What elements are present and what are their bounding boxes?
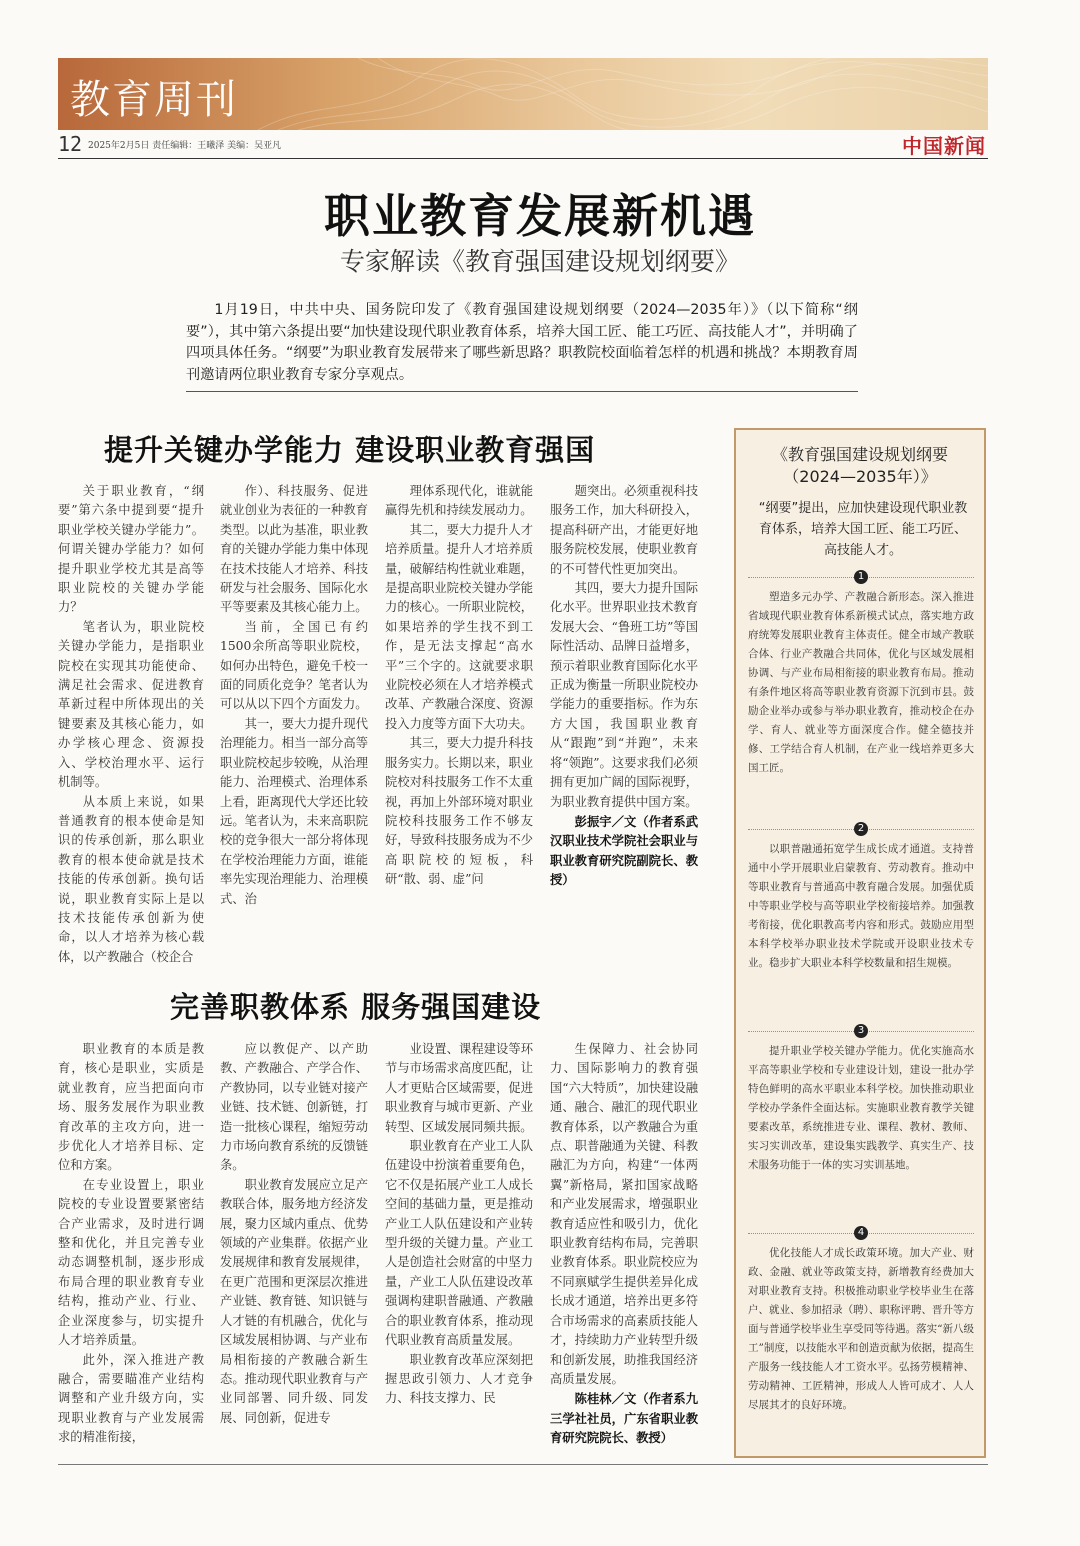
article1-column-3 <box>385 482 533 952</box>
item-number-badge: 1 <box>854 570 868 584</box>
sidebar-lead: “纲要”提出，应加快建设现代职业教育体系，培养大国工匠、能工巧匠、高技能人才。 <box>758 501 968 558</box>
sidebar-item <box>748 822 974 973</box>
paragraph: 职业教育在产业工人队伍建设中扮演着重要角色，它不仅是拓展产业工人成长空间的基础力量，更是推动产业工人队伍建设和产业转型升级的关键力量。产业工人是创造社会财富的中坚力量，产业工人队伍建设改革强调构建职普融通、产教融合的职业教育体系，推动现代职业教育高质量发展。 <box>385 1139 533 1348</box>
paragraph: 其四，要大力提升国际化水平。世界职业技术教育发展大会、“鲁班工坊”等国际性活动、品牌日益增多，预示着职业教育国际化水平正成为衡量一所职业院校办学能力的重要指标。作为东方大国，我国职业教育从“跟跑”到“并跑”，未来将“领跑”。这要求我们必须拥有更加广阔的国际视野，为职业教育提供中国方案。 <box>550 581 698 809</box>
paragraph: 笔者认为，职业院校关键办学能力，是指职业院校在实现其功能使命、满足社会需求、促进教育革新过程中所体现出的关键要素及其核心能力，如办学核心理念、资源投入、学校治理水平、运行机制等。 <box>58 619 204 790</box>
section-banner <box>58 58 988 130</box>
article2-column-3 <box>385 1040 533 1450</box>
intro-paragraph: 1月19日，中共中央、国务院印发了《教育强国建设规划纲要（2024—2035年）》（以下简称“纲要”），其中第六条提出要“加快建设现代职业教育体系，培养大国工匠、能工巧匠、高技能人才”，并明确了四项具体任务。“纲要”为职业教育发展带来了哪些新思路？职教院校面临着怎样的机遇和挑战？本期教育周刊邀请两位职业教育专家分享观点。 <box>186 302 858 383</box>
sidebar-item-text: 塑造多元办学、产教融合新形态。深入推进省域现代职业教育体系新模式试点，落实地方政府统筹发展职业教育主体责任。健全市域产教联合体、行业产教融合共同体，优化与区域发展相协调、与产业布局相衔接的职业教育布局。推动有条件地区将高等职业教育资源下沉到市县。鼓励企业举办或参与举办职业教育，推动校企在办学、育人、就业等方面深度合作。健全德技并修、工学结合育人机制，在产业一线培养更多大国工匠。 <box>748 591 974 774</box>
paragraph: 职业教育改革应深刻把握思政引领力、人才竞争力、科技支撑力、民 <box>385 1352 533 1406</box>
bottom-divider <box>58 1464 988 1465</box>
paragraph: 业设置、课程建设等环节与市场需求高度匹配，让人才更贴合区域需要，促进职业教育与城市更新、产业转型、区域发展同频共振。 <box>385 1042 533 1134</box>
sidebar-item-text: 以职普融通拓宽学生成长成才通道。支持普通中小学开展职业启蒙教育、劳动教育。推动中等职业教育与普通高中教育融合发展。加强优质中等职业学校与高等职业学校衔接培养。加强教考衔接，优化职教高考内容和形式。鼓励应用型本科学校举办职业技术学院或开设职业技术专业。稳步扩大职业本科学校数量和招生规模。 <box>748 843 974 969</box>
paragraph: 职业教育发展应立足产教联合体，服务地方经济发展，聚力区域内重点、优势领域的产业集群。依据产业发展规律和教育发展规律，在更广范围和更深层次推进产业链、教育链、知识链与人才链的有机融合，优化与区域发展相协调、与产业布局相衔接的产教融合新生态。推动现代职业教育与产业同部署、同升级、同发展、同创新，促进专 <box>220 1177 368 1425</box>
paragraph: 生保障力、社会协同力、国际影响力的教育强国“六大特质”，加快建设融通、融合、融汇的现代职业教育体系，以产教融合为重点、职普融通为关键、科教融汇为方向，构建“一体两翼”新格局，紧扣国家战略和产业发展需求，增强职业教育适应性和吸引力，优化职业教育结构布局，完善职业教育体系。职业院校应为不同禀赋学生提供差异化成长成才通道，培养出更多符合市场需求的高素质技能人才，持续助力产业转型升级和创新发展，助推我国经济高质量发展。 <box>550 1042 698 1386</box>
newspaper-brand: 中国新闻 <box>902 134 986 158</box>
article1-title: 提升关键办学能力 建设职业教育强国 <box>104 433 596 467</box>
paragraph: 从本质上来说，如果普通教育的根本使命是知识的传承创新，那么职业教育的根本使命就是技术技能的传承创新。换句话说，职业教育实际上是以技术技能传承创新为使命，以人才培养为核心载体，以产教融合（校企合 <box>58 794 204 964</box>
sub-headline: 专家解读《教育强国建设规划纲要》 <box>339 247 740 276</box>
article2-column-4 <box>550 1040 698 1450</box>
article2-column-2 <box>220 1040 368 1450</box>
divider <box>186 391 858 392</box>
sidebar-title-line: （2024—2035年）》 <box>783 467 937 486</box>
article2-title: 完善职教体系 服务强国建设 <box>170 990 542 1024</box>
paragraph: 其二，要大力提升人才培养质量。提升人才培养质量，破解结构性就业难题，是提高职业院校关键办学能力的核心。一所职业院校，如果培养的学生找不到工作，是无法支撑起“高水平”三个字的。这就要求职业院校必须在人才培养模式改革、产教融合深度、资源投入力度等方面下大功夫。 <box>385 522 533 731</box>
article2-column-1 <box>58 1040 204 1450</box>
page-number: 12 <box>58 132 83 156</box>
sidebar-item-text: 提升职业学校关键办学能力。优化实施高水平高等职业学校和专业建设计划，建设一批办学特色鲜明的高水平职业本科学校。加快推动职业学校办学条件全面达标。实施职业教育教学关键要素改革，系统推进专业、课程、教材、教师、实习实训改革，建设集实践教学、真实生产、技术服务功能于一体的实习实训基地。 <box>748 1045 974 1171</box>
article1-column-1 <box>58 482 204 964</box>
paragraph: 在专业设置上，职业院校的专业设置要紧密结合产业需求，及时进行调整和优化，并且完善专业动态调整机制，逐步形成布局合理的职业教育专业结构，推动产业、行业、企业深度参与，切实提升人才培养质量。 <box>58 1177 204 1348</box>
paragraph: 其三，要大力提升科技服务实力。长期以来，职业院校对科技服务工作不太重视，再加上外部环境对职业院校科技服务工作不够友好，导致科技服务成为不少高职院校的短板，科研“散、弱、虚”问 <box>385 736 533 887</box>
edition-meta: 2025年2月5日 责任编辑：王曦泽 美编：吴亚凡 <box>88 141 282 151</box>
paragraph: 其一，要大力提升现代治理能力。相当一部分高等职业院校起步较晚，从治理能力、治理模式、治理体系上看，距离现代大学还比较远。笔者认为，未来高职院校的竞争很大一部分将体现在学校治理能力方面，谁能率先实现治理能力、治理模式、治 <box>220 716 368 906</box>
sidebar-item <box>748 1024 974 1175</box>
paragraph: 此外，深入推进产教融合，需要瞄准产业结构调整和产业升级方向，实现职业教育与产业发展需求的精准衔接， <box>58 1352 204 1445</box>
paragraph: 题突出。必须重视科技服务工作，加大科研投入，提高科研产出，才能更好地服务院校发展，使职业教育的不可替代性更加突出。 <box>550 484 698 576</box>
main-headline: 职业教育发展新机遇 <box>324 189 756 243</box>
sidebar-item <box>748 570 974 778</box>
sidebar-title <box>736 444 984 488</box>
page-meta-bar <box>58 132 988 159</box>
paragraph: 应以教促产、以产助教、产教融合、产学合作、产教协同，以专业链对接产业链、技术链、创新链，打造一批核心课程，缩短劳动力市场向教育系统的反馈链条。 <box>220 1042 368 1173</box>
sidebar-box <box>734 428 986 1458</box>
paragraph: 作）、科技服务、促进就业创业为表征的一种教育类型。以此为基准，职业教育的关键办学能力集中体现在技术技能人才培养、科技研发与社会服务、国际化水平等要素及其核心能力上。 <box>220 484 368 615</box>
item-number-badge: 2 <box>854 822 868 836</box>
item-number-badge: 4 <box>854 1226 868 1240</box>
article2-byline: 陈桂林／文（作者系九三学社社员，广东省职业教育研究院院长、教授） <box>550 1391 698 1446</box>
item-number-badge: 3 <box>854 1024 868 1038</box>
sidebar-item-text: 优化技能人才成长政策环境。加大产业、财政、金融、就业等政策支持，新增教育经费加大对职业教育支持。积极推动职业学校毕业生在落户、就业、参加招录（聘）、职称评聘、晋升等方面与普通学校毕业生享受同等待遇。落实“新八级工”制度，以技能水平和创造贡献为依据，提高生产服务一线技能人才工资水平。弘扬劳模精神、劳动精神、工匠精神，形成人人皆可成才、人人尽展其才的良好环境。 <box>748 1247 974 1411</box>
section-name: 教育周刊 <box>70 77 238 123</box>
article1-column-2 <box>220 482 368 952</box>
sidebar-title-line: 《教育强国建设规划纲要 <box>771 445 948 464</box>
paragraph: 关于职业教育，“纲要”第六条中提到要“提升职业学校关键办学能力”。何谓关键办学能力？如何提升职业学校尤其是高等职业院校的关键办学能力？ <box>58 484 204 615</box>
article1-column-4 <box>550 482 698 952</box>
paragraph: 职业教育的本质是教育，核心是职业，实质是就业教育，应当把面向市场、服务发展作为职业教育改革的主攻方向，进一步优化人才培养目标、定位和方案。 <box>58 1042 204 1173</box>
article1-byline: 彭振宇／文（作者系武汉职业技术学院社会职业与职业教育研究院副院长、教授） <box>550 813 698 888</box>
paragraph: 理体系现代化，谁就能赢得先机和持续发展动力。 <box>385 484 533 518</box>
paragraph: 当前，全国已有约1500余所高等职业院校，如何办出特色，避免千校一面的同质化竞争？笔者认为可以从以下四个方面发力。 <box>220 619 368 712</box>
sidebar-item <box>748 1226 974 1415</box>
